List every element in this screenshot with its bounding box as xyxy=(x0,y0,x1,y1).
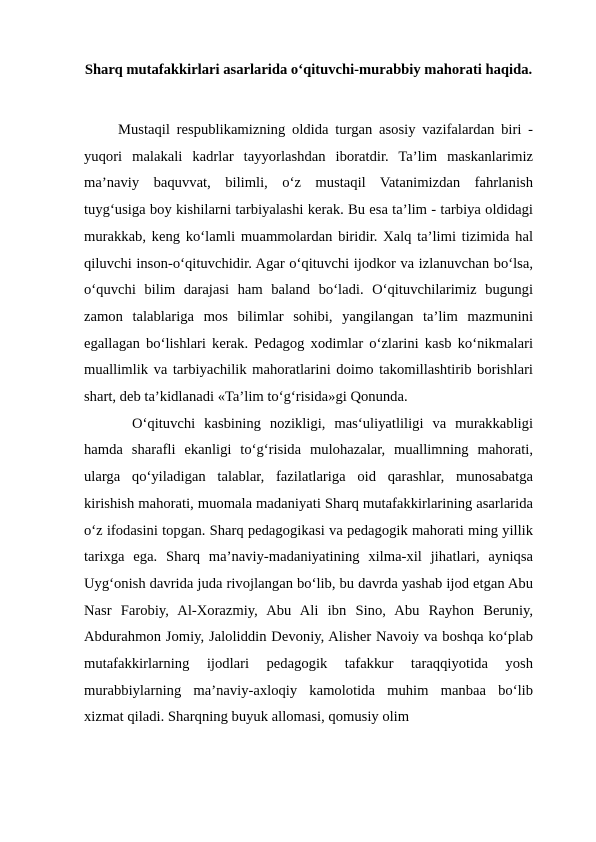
paragraph-2: O‘qituvchi kasbining nozikligi, mas‘uliyatliligi va murakkabligi hamda sharafli ekanligi to‘g‘risida mulohazalar, muallimning mahorati, ularga qo‘yiladigan talablar, fazilatlariga oid qarashlar, munosabatga kirishish mahorati, muomala madaniyati Sharq mutafakkirlarining asarlarida o‘z ifodasini topgan. Sharq pedagogikasi va pedagogik mahorati ming yillik tarixga ega. Sharq ma’naviy-madaniyatining xilma-xil jihatlari, ayniqsa Uyg‘onish davrida juda rivojlangan bo‘lib, bu davrda yashab ijod etgan Abu Nasr Farobiy, Al-Xorazmiy, Abu Ali ibn Sino, Abu Rayhon Beruniy, Abdurahmon Jomiy, Jaloliddin Devoniy, Alisher Navoiy va boshqa ko‘plab mutafakkirlarning ijodlari pedagogik tafakkur taraqqiyotida yosh murabbiylarning ma’naviy-axloqiy kamolotida muhim manbaa bo‘lib xizmat qiladi. Sharqning buyuk allomasi, qomusiy olim xyxy=(84,415,533,726)
document-body xyxy=(84,117,533,731)
document-title: Sharq mutafakkirlari asarlarida o‘qituvchi-murabbiy mahorati haqida. xyxy=(84,62,533,78)
paragraph-1: Mustaqil respublikamizning oldida turgan asosiy vazifalardan biri - yuqori malakali kadrlar tayyorlashdan iboratdir. Ta’lim maskanlarimiz ma’naviy baquvvat, bilimli, o‘z mustaqil Vatanimizdan fahrlanish tuyg‘usiga boy kishilarni tarbiyalashi kerak. Bu esa ta’lim - tarbiya oldidagi murakkab, keng ko‘lamli muammolardan biridir. Xalq ta’limi tizimida hal qiluvchi inson-o‘qituvchidir. Agar o‘qituvchi ijodkor va izlanuvchan bo‘lsa, o‘quvchi bilim darajasi ham baland bo‘ladi. O‘qituvchilarimiz bugungi zamon talablariga mos bilimlar sohibi, yangilangan ta’lim mazmunini egallagan bo‘lishlari kerak. Pedagog xodimlar o‘zlarini kasb ko‘nikmalari muallimlik va tarbiyachilik mahoratlarini doimo takomillashtirib borishlari shart, deb ta’kidlanadi «Ta’lim to‘g‘risida»gi Qonunda. xyxy=(84,122,533,406)
